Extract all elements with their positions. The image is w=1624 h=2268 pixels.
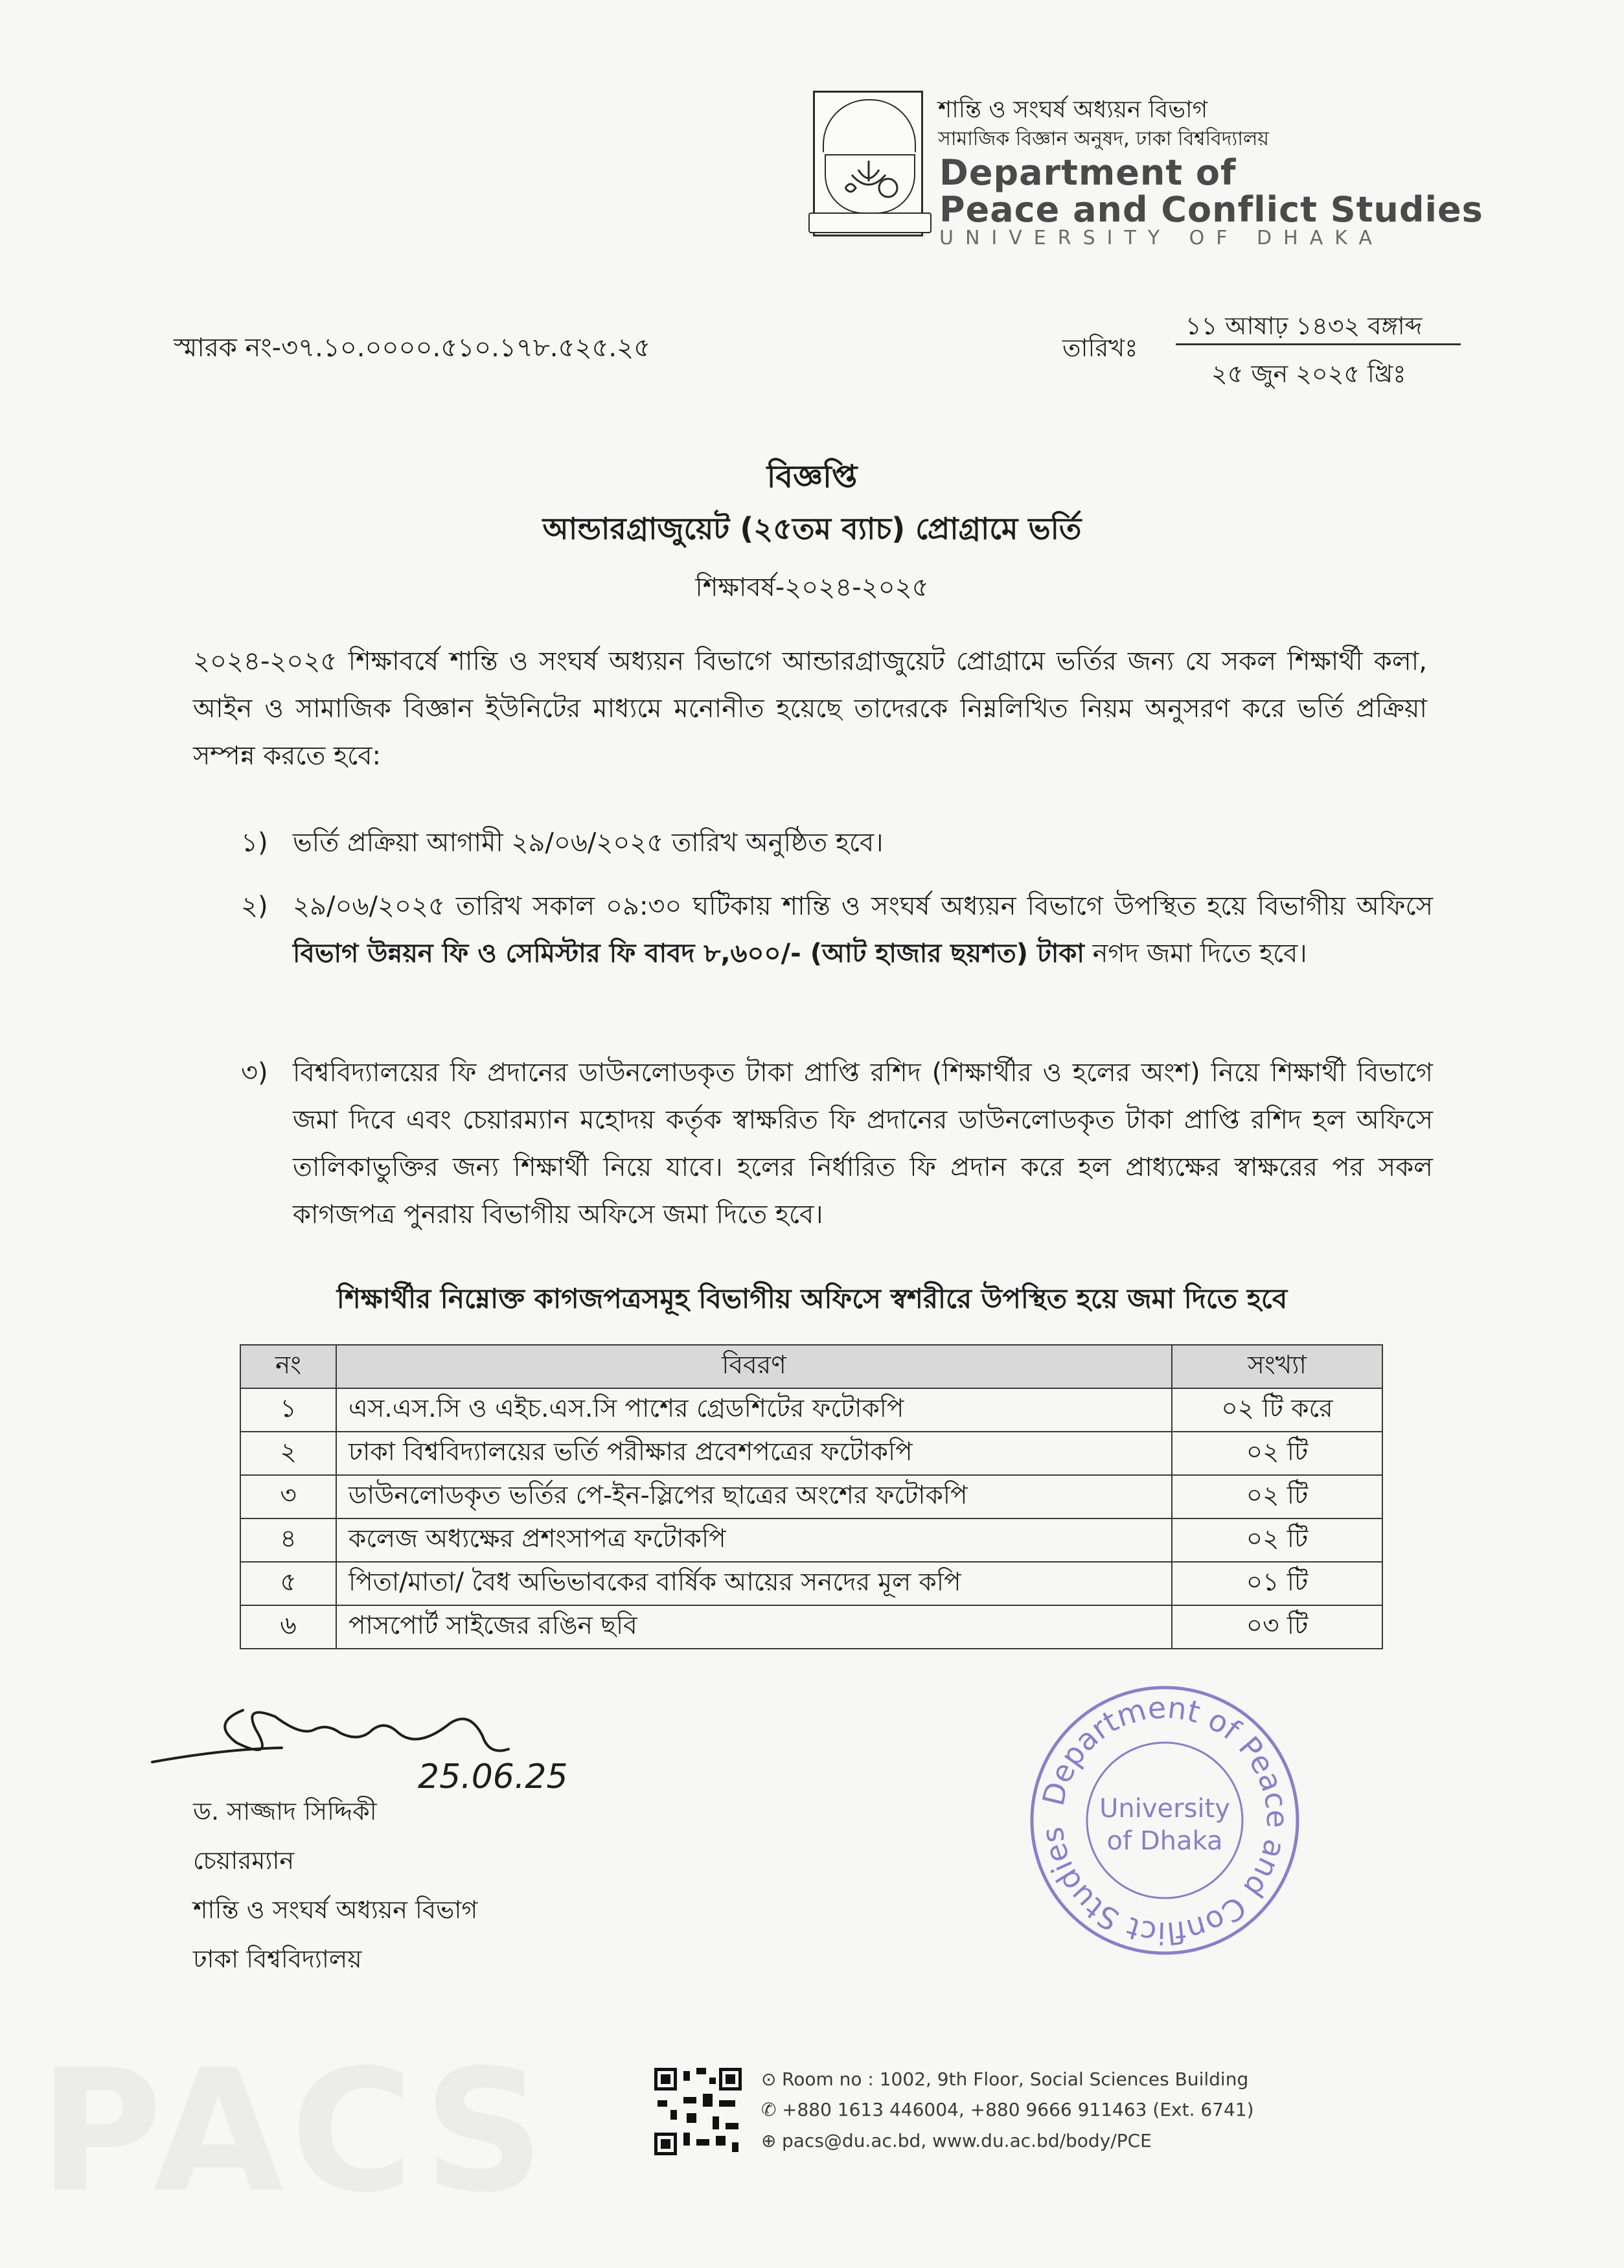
lotus-emblem-icon bbox=[826, 155, 911, 210]
column-header: নং bbox=[240, 1345, 336, 1388]
list-item-text: বিশ্ববিদ্যালয়ের ফি প্রদানের ডাউনলোডকৃত টাকা প্রাপ্তি রশিদ (শিক্ষার্থীর ও হলের অংশ) নিয়ে শিক্ষার্থী বিভাগে জমা দিবে এবং চেয়ারম্যান মহোদয় কর্তৃক স্বাক্ষরিত ফি প্রদানের ডাউনলোডকৃত টাকা প্রাপ্তি রশিদ হল অফিসে তালিকাভুক্তির জন্য শিক্ষার্থী নিয়ে যাবে। হলের নির্ধারিত ফি প্রদান করে হল প্রাধ্যক্ষের স্বাক্ষরের পর সকল কাগজপত্র পুনরায় বিভাগীয় অফিসে জমা দিতে হবে। bbox=[293, 1058, 1433, 1230]
list-item-number: ৩) bbox=[241, 1058, 268, 1088]
globe-icon: ⊕ bbox=[761, 2130, 777, 2151]
list-item-text: ২৯/০৬/২০২৫ তারিখ সকাল ০৯:৩০ ঘটিকায় শান্তি ও সংঘর্ষ অধ্যয়ন বিভাগে উপস্থিত হয়ে বিভাগীয় অফিসে বিভাগ উন্নয়ন ফি ও সেমিস্টার ফি বাবদ ৮,৬০০/- (আট হাজার ছয়শত) টাকা নগদ জমা দিতে হবে। bbox=[293, 891, 1433, 968]
seal-ring-text: Department of Peace and Conflict Studies bbox=[1035, 1690, 1296, 1951]
footer-phone: ✆ +880 1613 446004, +880 9666 911463 (Ext. 6741) bbox=[761, 2099, 1254, 2120]
list-item-number: ২) bbox=[241, 891, 268, 921]
location-pin-icon: ⊙ bbox=[761, 2068, 777, 2090]
seal-center-line1: University bbox=[1099, 1794, 1230, 1824]
table-row: ২ ঢাকা বিশ্ববিদ্যালয়ের ভর্তি পরীক্ষার প্রবেশপত্রের ফটোকপি ০২ টি bbox=[240, 1432, 1382, 1475]
column-header: সংখ্যা bbox=[1172, 1345, 1382, 1388]
table-row: ৫ পিতা/মাতা/ বৈধ অভিভাবকের বার্ষিক আয়ের সনদের মূল কপি ০১ টি bbox=[240, 1562, 1382, 1605]
footer-address: ⊙ Room no : 1002, 9th Floor, Social Sciences Building bbox=[761, 2068, 1249, 2090]
date-divider bbox=[1176, 343, 1461, 345]
signature-date: 25.06.25 bbox=[418, 1758, 568, 1794]
date-gregorian: ২৫ জুন ২০২৫ খ্রিঃ bbox=[1211, 360, 1406, 388]
phone-icon: ✆ bbox=[761, 2099, 777, 2120]
table-header-row bbox=[240, 1345, 1382, 1388]
table-row: ৩ ডাউনলোডকৃত ভর্তির পে-ইন-স্লিপের ছাত্রের অংশের ফটোকপি ০২ টি bbox=[240, 1475, 1382, 1518]
table-row: ৬ পাসপোর্ট সাইজের রঙিন ছবি ০৩ টি bbox=[240, 1605, 1382, 1649]
list-item-number: ১) bbox=[241, 828, 268, 858]
footer-web: ⊕ pacs@du.ac.bd, www.du.ac.bd/body/PCE bbox=[761, 2130, 1152, 2151]
academic-session: শিক্ষাবর্ষ-২০২৪-২০২৫ bbox=[695, 573, 929, 602]
letterhead-dept-en-2: Peace and Conflict Studies bbox=[939, 189, 1483, 230]
university-logo bbox=[813, 91, 923, 236]
notice-title: বিজ্ঞপ্তি bbox=[766, 459, 858, 495]
department-seal bbox=[1022, 1678, 1307, 1963]
documents-table bbox=[240, 1344, 1383, 1649]
documents-table-title: শিক্ষার্থীর নিম্নোক্ত কাগজপত্রসমূহ বিভাগীয় অফিসে স্বশরীরে উপস্থিত হয়ে জমা দিতে হবে bbox=[336, 1283, 1288, 1314]
letterhead-dept-en-1: Department of bbox=[939, 152, 1237, 193]
signatory-department: শান্তি ও সংঘর্ষ অধ্যয়ন বিভাগ bbox=[193, 1896, 478, 1924]
letterhead-dept-bn: শান্তি ও সংঘর্ষ অধ্যয়ন বিভাগ bbox=[938, 97, 1208, 123]
letterhead-university: UNIVERSITY OF DHAKA bbox=[939, 227, 1384, 249]
footer-watermark: PACS bbox=[39, 2034, 551, 2230]
signatory-name: ড. সাজ্জাদ সিদ্দিকী bbox=[193, 1797, 377, 1826]
signatory-block bbox=[193, 1787, 477, 1984]
handwritten-signature bbox=[146, 1671, 729, 1794]
table-row: ৪ কলেজ অধ্যক্ষের প্রশংসাপত্র ফটোকপি ০২ টি bbox=[240, 1518, 1382, 1562]
list-item-text: ভর্তি প্রক্রিয়া আগামী ২৯/০৬/২০২৫ তারিখ অনুষ্ঠিত হবে। bbox=[293, 828, 884, 858]
seal-center-line2: of Dhaka bbox=[1106, 1826, 1223, 1856]
signatory-university: ঢাকা বিশ্ববিদ্যালয় bbox=[193, 1945, 362, 1973]
memo-number: স্মারক নং-৩৭.১০.০০০০.৫১০.১৭৮.৫২৫.২৫ bbox=[174, 333, 651, 363]
letterhead-faculty-bn: সামাজিক বিজ্ঞান অনুষদ, ঢাকা বিশ্ববিদ্যালয় bbox=[938, 128, 1269, 150]
table-row: ১ এস.এস.সি ও এইচ.এস.সি পাশের গ্রেডশিটের ফটোকপি ০২ টি করে bbox=[240, 1388, 1382, 1432]
signatory-title: চেয়ারম্যান bbox=[193, 1846, 295, 1875]
fee-amount: বিভাগ উন্নয়ন ফি ও সেমিস্টার ফি বাবদ ৮,৬০০/- (আট হাজার ছয়শত) টাকা bbox=[293, 939, 1084, 968]
notice-subtitle: আন্ডারগ্রাজুয়েট (২৫তম ব্যাচ) প্রোগ্রামে ভর্তি bbox=[542, 511, 1082, 546]
column-header: বিবরণ bbox=[336, 1345, 1172, 1388]
date-bangla: ১১ আষাঢ় ১৪৩২ বঙ্গাব্দ bbox=[1185, 312, 1423, 340]
date-label: তারিখঃ bbox=[1062, 334, 1138, 362]
intro-paragraph: ২০২৪-২০২৫ শিক্ষাবর্ষে শান্তি ও সংঘর্ষ অধ্যয়ন বিভাগে আন্ডারগ্রাজুয়েট প্রোগ্রামে ভর্তির জন্য যে সকল শিক্ষার্থী কলা, আইন ও সামাজিক বিজ্ঞান ইউনিটের মাধ্যমে মনোনীত হয়েছে তাদেরকে নিম্নলিখিত নিয়ম অনুসরণ করে ভর্তি প্রক্রিয়া সম্পন্ন করতে হবে: bbox=[193, 647, 1427, 771]
qr-code bbox=[654, 2068, 742, 2155]
